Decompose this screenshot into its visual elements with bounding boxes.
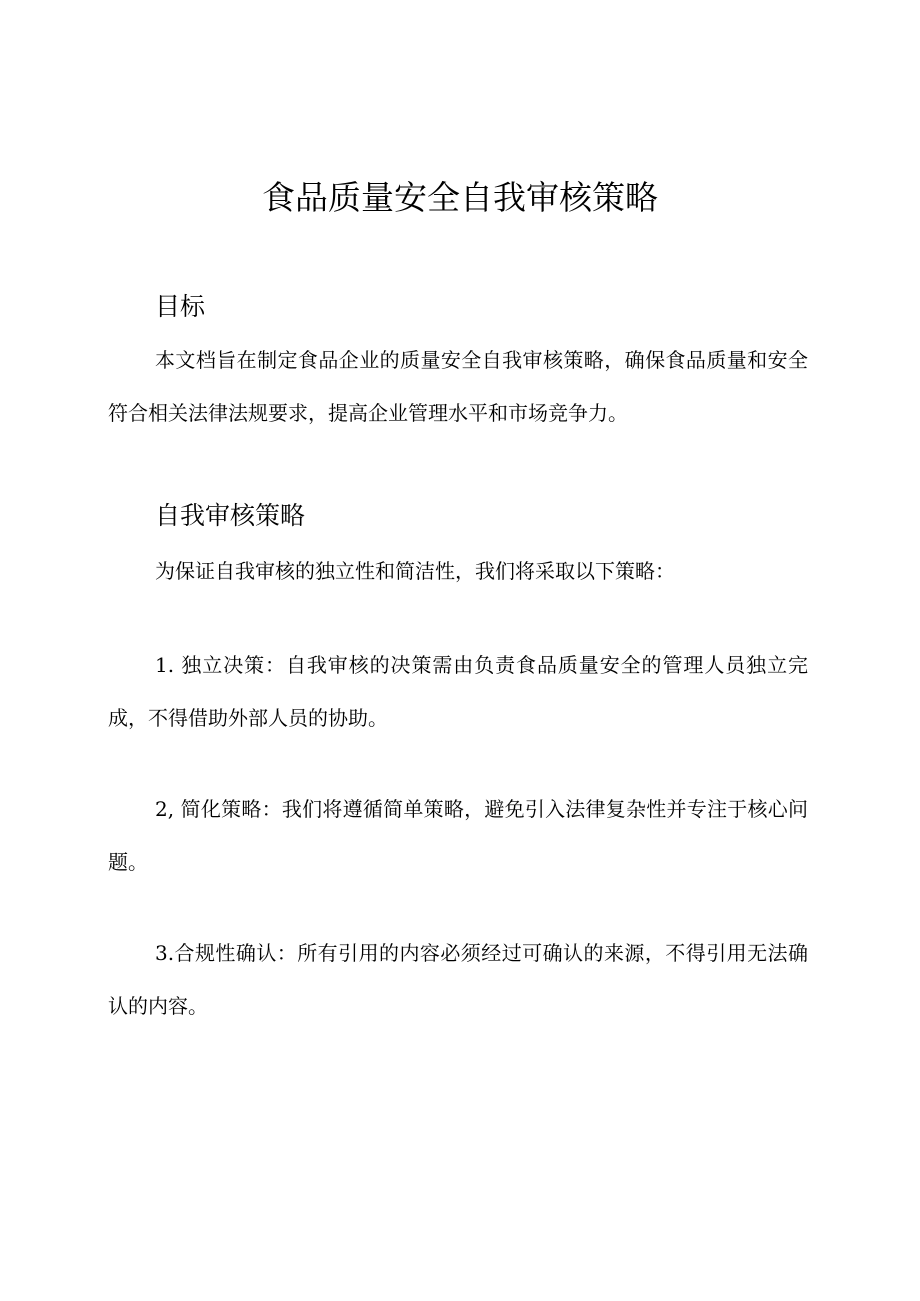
strategy-intro-paragraph: 为保证自我审核的独立性和简洁性，我们将采取以下策略： — [155, 559, 675, 583]
section-heading-strategy: 自我审核策略 — [155, 501, 306, 530]
document-title: 食品质量安全自我审核策略 — [262, 178, 658, 217]
strategy-item-1: 1. 独立决策：自我审核的决策需由负责食品质量安全的管理人员独立完成，不得借助外部人员的协助。 — [108, 653, 808, 730]
goal-paragraph: 本文档旨在制定食品企业的质量安全自我审核策略，确保食品质量和安全符合相关法律法规要求，提高企业管理水平和市场竞争力。 — [108, 348, 808, 425]
section-heading-goal: 目标 — [155, 292, 206, 321]
strategy-item-2: 2, 简化策略：我们将遵循简单策略，避免引入法律复杂性并专注于核心问题。 — [108, 797, 808, 874]
strategy-item-3: 3.合规性确认：所有引用的内容必须经过可确认的来源，不得引用无法确认的内容。 — [108, 941, 808, 1018]
